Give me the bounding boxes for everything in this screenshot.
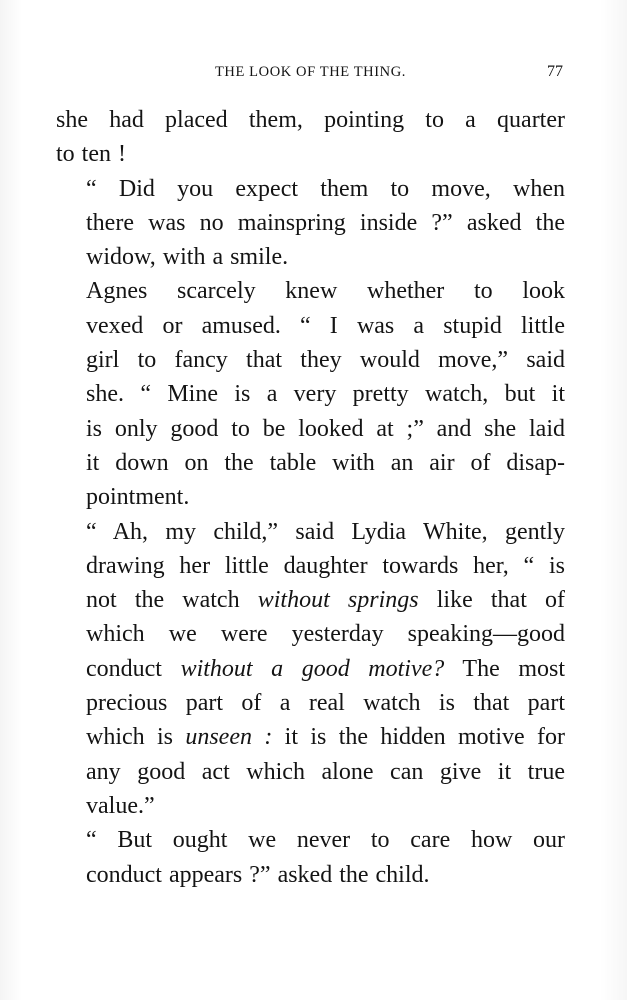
text-line [56, 343, 565, 377]
text-run: Agnes scarcely knew whether to look [86, 278, 565, 305]
running-head [56, 62, 565, 86]
running-title: THE LOOK OF THE THING. [214, 64, 407, 80]
text-line [56, 412, 565, 446]
text-line [56, 823, 565, 857]
text-run: The most [444, 655, 565, 682]
text-line [56, 858, 565, 892]
text-line [56, 446, 565, 480]
text-run: like that of [418, 587, 566, 614]
text-run: widow, with a smile. [86, 244, 289, 271]
text-line [56, 755, 565, 789]
text-run: which is [86, 724, 186, 751]
paragraph [56, 103, 565, 172]
text-run: “ Ah, my child,” said Lydia White, gently [86, 518, 565, 545]
text-run: “ But ought we never to care how our [86, 827, 565, 854]
text-run: there was no mainspring inside ?” asked the [86, 209, 565, 236]
text-run: to ten ! [56, 141, 126, 168]
text-run: it is the hidden motive for [272, 724, 565, 751]
text-line [56, 206, 565, 240]
text-line [56, 274, 565, 308]
text-run: precious part of a real watch is that part [86, 690, 565, 717]
text-line [56, 652, 565, 686]
text-line [56, 172, 565, 206]
body-text [56, 103, 565, 892]
text-run: value.” [86, 792, 155, 819]
italic-phrase: without a good motive? [180, 655, 445, 682]
text-run: is only good to be looked at ;” and she laid [86, 415, 565, 442]
page-number: 77 [547, 63, 563, 80]
text-run: she. “ Mine is a very pretty watch, but it [86, 381, 565, 408]
text-run: conduct [86, 655, 181, 682]
italic-phrase: unseen : [185, 724, 273, 751]
text-run: not the watch [86, 587, 258, 614]
text-run: girl to fancy that they would move,” said [86, 347, 565, 374]
paragraph [56, 823, 565, 892]
paragraph [56, 515, 565, 824]
text-line [56, 309, 565, 343]
text-line [56, 515, 565, 549]
text-line [56, 720, 565, 754]
text-line [56, 789, 565, 823]
text-line [56, 103, 565, 137]
text-line [56, 137, 565, 171]
text-run: any good act which alone can give it true [86, 758, 565, 785]
text-run: pointment. [86, 484, 190, 511]
text-line [56, 686, 565, 720]
text-run: it down on the table with an air of disap- [86, 449, 565, 476]
text-line [56, 377, 565, 411]
text-run: which we were yesterday speaking—good [86, 621, 565, 648]
text-line [56, 549, 565, 583]
text-run: conduct appears ?” asked the child. [86, 861, 430, 888]
text-line [56, 617, 565, 651]
text-line [56, 480, 565, 514]
italic-phrase: without springs [257, 587, 419, 614]
text-run: she had placed them, pointing to a quarter [56, 107, 565, 133]
text-run: vexed or amused. “ I was a stupid little [86, 312, 565, 339]
paragraph [56, 274, 565, 514]
paragraph [56, 172, 565, 275]
text-run: drawing her little daughter towards her, “ is [86, 552, 565, 579]
text-line [56, 583, 565, 617]
text-run: “ Did you expect them to move, when [86, 175, 565, 202]
text-line [56, 240, 565, 274]
